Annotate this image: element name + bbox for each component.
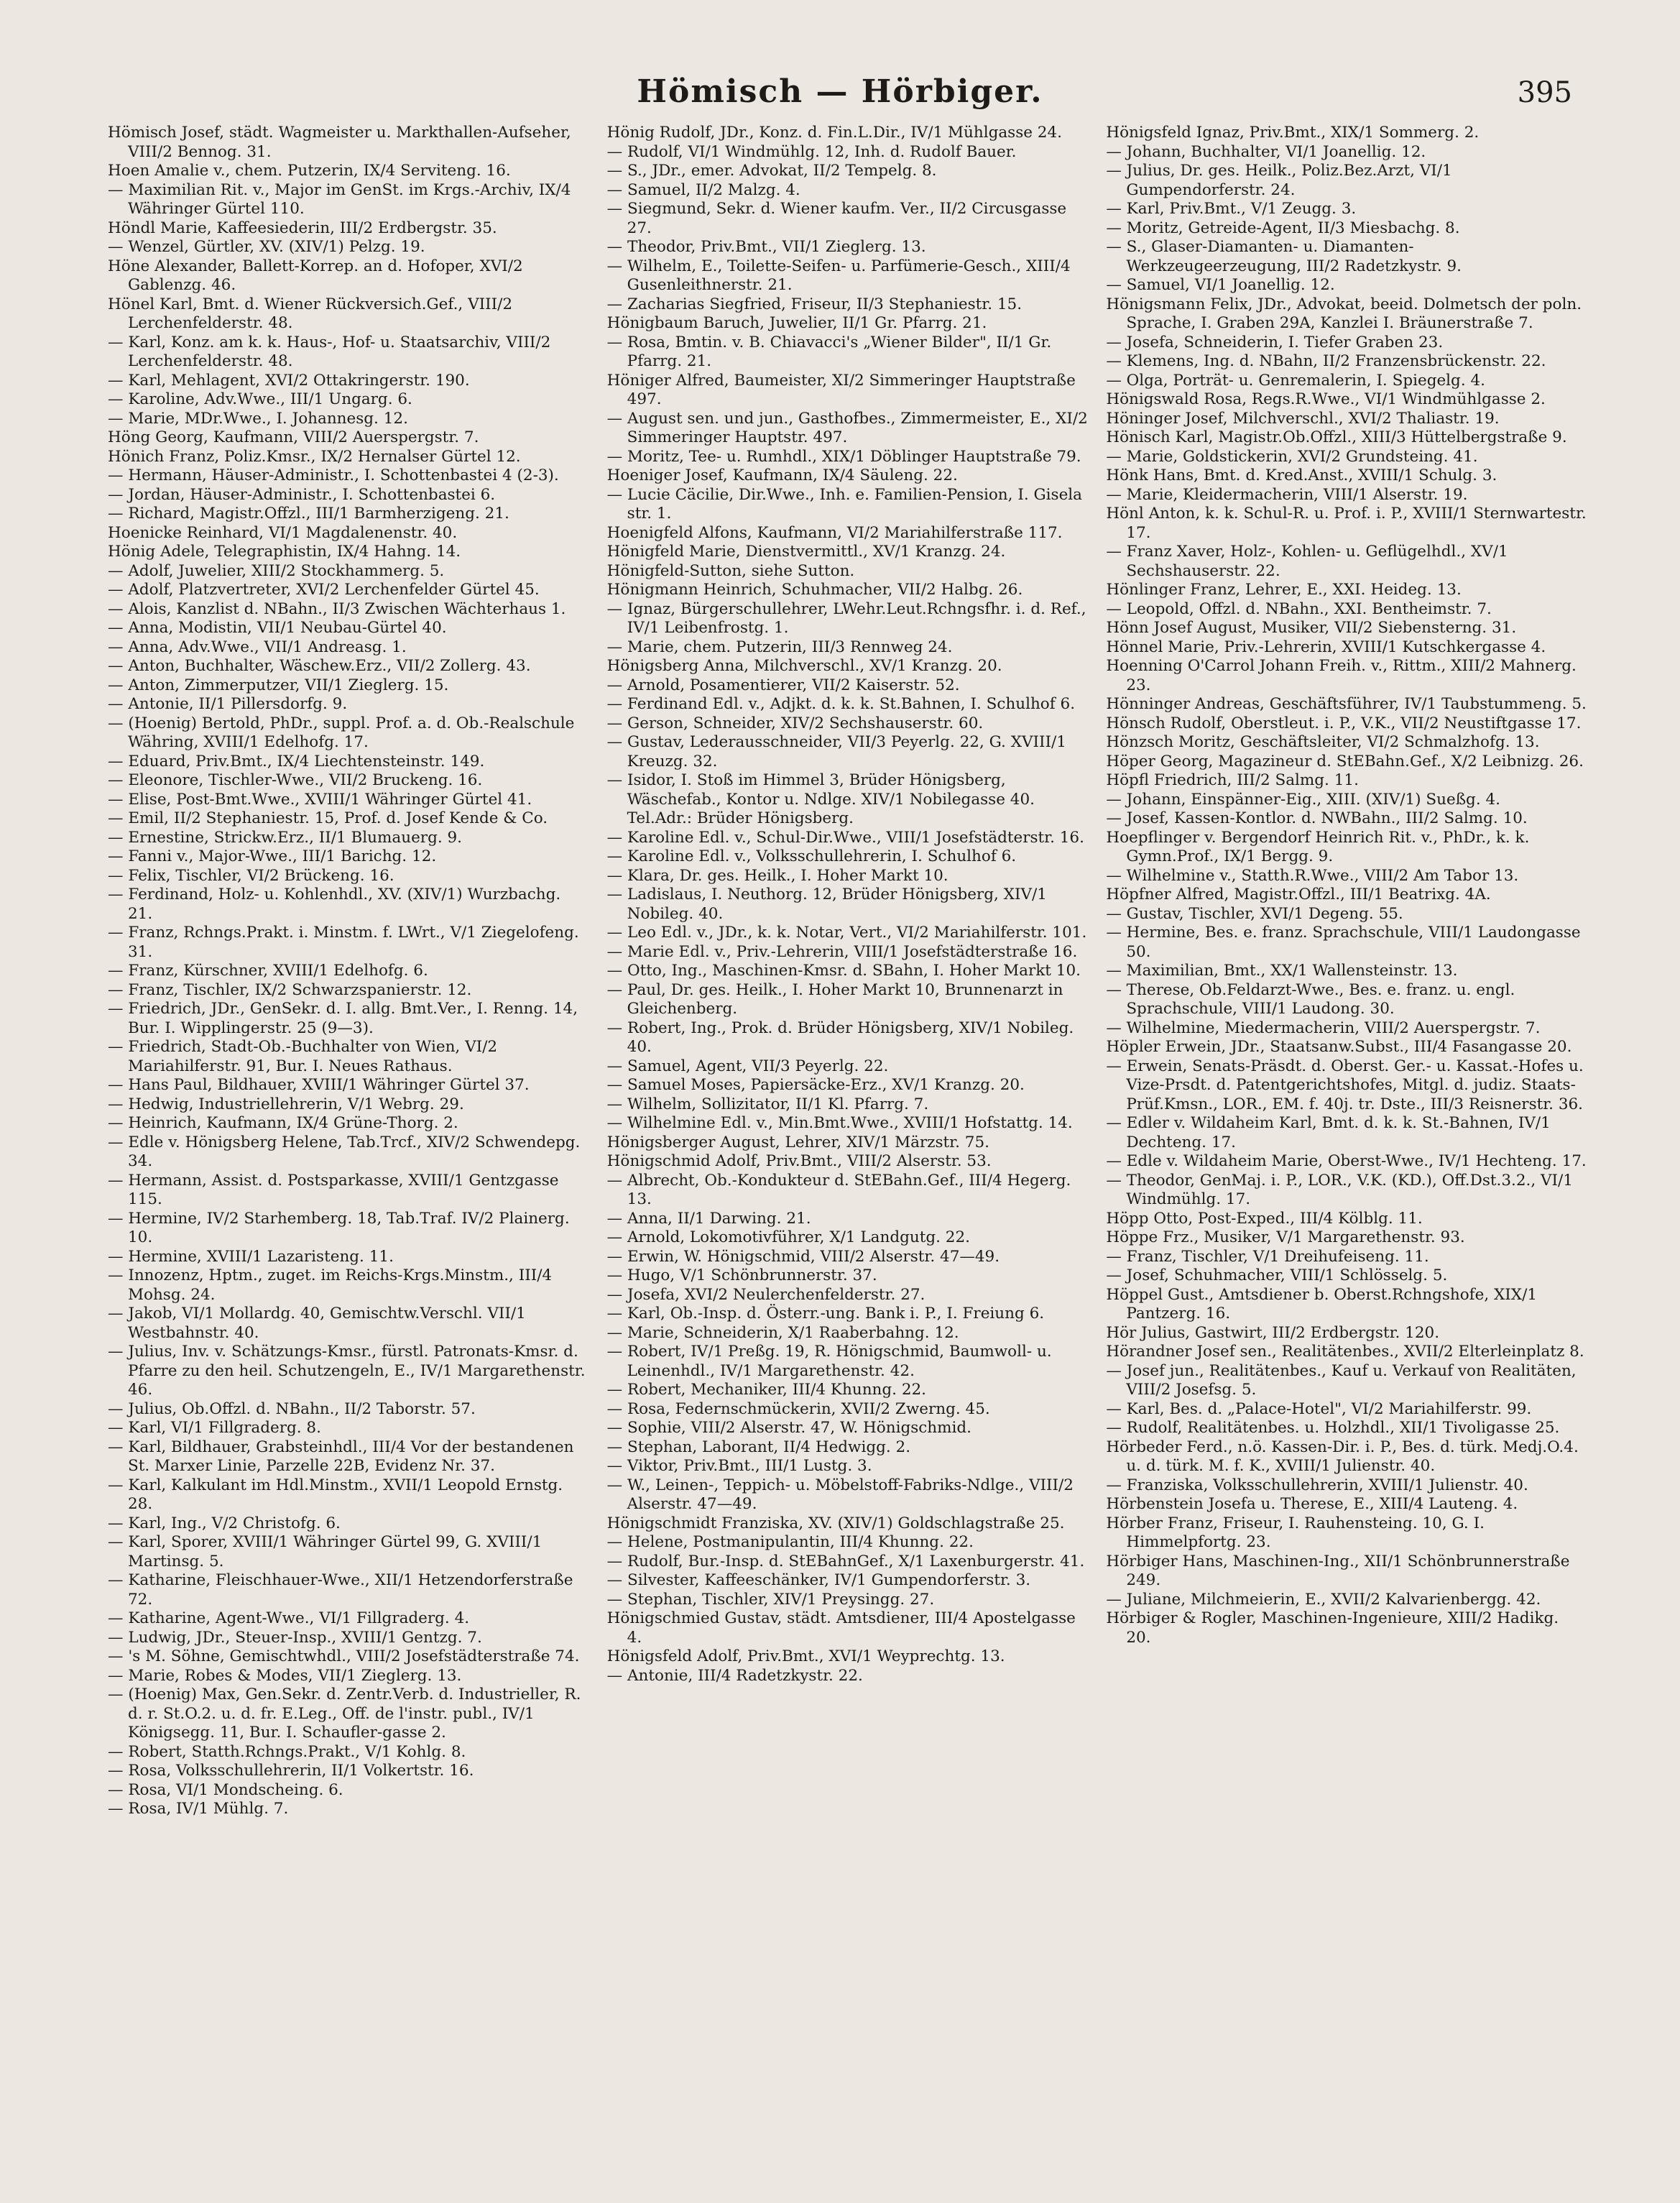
directory-entry: — Leo Edl. v., JDr., k. k. Notar, Vert., VI/2 Mariahilferstr. 101. — [606, 924, 1087, 942]
directory-entry: — Ernestine, Strickw.Erz., II/1 Blumauerg. 9. — [108, 828, 463, 847]
directory-entry: — Olga, Porträt- u. Genremalerin, I. Spiegelg. 4. — [1106, 371, 1486, 390]
directory-entry: — Klara, Dr. ges. Heilk., I. Hoher Markt 10. — [606, 866, 949, 885]
directory-entry: Hönel Karl, Bmt. d. Wiener Rückversich.Gef., VIII/2 Lerchenfelderstr. 48. — [108, 295, 513, 332]
directory-entry: — Hugo, V/1 Schönbrunnerstr. 37. — [606, 1266, 877, 1284]
directory-entry: — Stephan, Tischler, XIV/1 Preysingg. 27. — [606, 1590, 935, 1609]
directory-entry: — Wilhelm, Sollizitator, II/1 Kl. Pfarrg. 7. — [606, 1095, 929, 1113]
directory-entry: — Karl, Priv.Bmt., V/1 Zeugg. 3. — [1106, 200, 1357, 218]
directory-entry: Höppe Frz., Musiker, V/1 Margarethenstr. 93. — [1106, 1228, 1465, 1246]
directory-entry: — Wilhelm, E., Toilette-Seifen- u. Parfümerie-Gesch., XIII/4 Gusenleithnerstr. 21. — [606, 257, 1071, 294]
directory-entry: — Gerson, Schneider, XIV/2 Sechshauserstr. 60. — [606, 714, 984, 732]
directory-entry: — Isidor, I. Stoß im Himmel 3, Brüder Hönigsberg, Wäschefab., Kontor u. Ndlge. XIV/1 Nobilegasse 40. Tel.Adr.: Brüder Hönigsberg. — [606, 771, 1035, 827]
directory-entry: — Karoline Edl. v., Schul-Dir.Wwe., VIII/1 Josefstädterstr. 16. — [606, 828, 1084, 847]
directory-entry: — Rosa, Bmtin. v. B. Chiavacci's „Wiener Bilder", II/1 Gr. Pfarrg. 21. — [606, 333, 1052, 370]
directory-entry: — Rudolf, Bur.-Insp. d. StEBahnGef., X/1 Laxenburgerstr. 41. — [606, 1552, 1085, 1570]
column-middle — [607, 124, 1089, 2165]
page-header — [0, 69, 1680, 127]
column-left — [108, 124, 590, 2165]
directory-entry: — Katharine, Fleischhauer-Wwe., XII/1 Hetzendorferstraße 72. — [108, 1571, 573, 1609]
directory-entry: Höpler Erwein, JDr., Staatsanw.Subst., III/4 Fasangasse 20. — [1106, 1038, 1572, 1056]
directory-entry: Höper Georg, Magazineur d. StEBahn.Gef., X/2 Leibnizg. 26. — [1106, 752, 1584, 771]
directory-entry: — Julius, Inv. v. Schätzungs-Kmsr., fürstl. Patronats-Kmsr. d. Pfarre zu den heil. Schutzengeln, E., IV/1 Margarethenstr. 46. — [108, 1343, 586, 1399]
directory-entry: — Anna, Adv.Wwe., VII/1 Andreasg. 1. — [108, 638, 407, 656]
directory-entry: — Hermine, IV/2 Starhemberg. 18, Tab.Traf. IV/2 Plainerg. 10. — [108, 1209, 570, 1246]
directory-entry: — S., Glaser-Diamanten- u. Diamanten-Werkzeugeerzeugung, III/2 Radetzkystr. 9. — [1106, 238, 1462, 275]
directory-entry: — Siegmund, Sekr. d. Wiener kaufm. Ver., II/2 Circusgasse 27. — [606, 200, 1067, 237]
directory-entry: — Johann, Buchhalter, VI/1 Joanellig. 12. — [1106, 142, 1426, 161]
directory-entry: — Karl, Ob.-Insp. d. Österr.-ung. Bank i. P., I. Freiung 6. — [606, 1305, 1045, 1323]
directory-entry: Hönzsch Moritz, Geschäftsleiter, VI/2 Schmalzhofg. 13. — [1106, 733, 1540, 751]
directory-entry: — Franz, Kürschner, XVIII/1 Edelhofg. 6. — [108, 962, 428, 980]
directory-entry: — Friedrich, JDr., GenSekr. d. I. allg. Bmt.Ver., I. Renng. 14, Bur. I. Wipplingerstr. 25 (9—3). — [108, 1000, 578, 1037]
directory-entry: — Ferdinand Edl. v., Adjkt. d. k. k. St.Bahnen, I. Schulhof 6. — [606, 695, 1076, 713]
directory-entry: — Emil, II/2 Stephaniestr. 15, Prof. d. Josef Kende & Co. — [108, 809, 548, 827]
directory-entry: — Samuel, Agent, VII/3 Peyerlg. 22. — [606, 1057, 889, 1075]
directory-entry: — (Hoenig) Bertold, PhDr., suppl. Prof. a. d. Ob.-Realschule Währing, XVIII/1 Edelhofg. 17. — [108, 714, 575, 751]
directory-entry: — Robert, Ing., Prok. d. Brüder Hönigsberg, XIV/1 Nobileg. 40. — [606, 1018, 1074, 1056]
directory-entry: — 's M. Söhne, Gemischtwhdl., VIII/2 Josefstädterstraße 74. — [108, 1647, 580, 1665]
directory-entry: — Franziska, Volksschullehrerin, XVIII/1 Julienstr. 40. — [1106, 1476, 1528, 1494]
directory-entry: — W., Leinen-, Teppich- u. Möbelstoff-Fabriks-Ndlge., VIII/2 Alserstr. 47—49. — [606, 1476, 1074, 1513]
directory-entry: Hönigbaum Baruch, Juwelier, II/1 Gr. Pfarrg. 21. — [606, 314, 987, 332]
directory-entry: — Julius, Ob.Offzl. d. NBahn., II/2 Taborstr. 57. — [108, 1399, 476, 1418]
directory-entry: — Lucie Cäcilie, Dir.Wwe., Inh. e. Familien-Pension, I. Gisela str. 1. — [606, 485, 1082, 523]
directory-entry: — Klemens, Ing. d. NBahn, II/2 Franzensbrückenstr. 22. — [1106, 352, 1546, 370]
directory-entry: — Marie, Kleidermacherin, VIII/1 Alserstr. 19. — [1106, 485, 1468, 504]
directory-entry: — Richard, Magistr.Offzl., III/1 Barmherzigeng. 21. — [108, 505, 509, 523]
directory-entry: — Hermann, Häuser-Administr., I. Schottenbastei 4 (2-3). — [108, 466, 559, 484]
directory-entry: — Ferdinand, Holz- u. Kohlenhdl., XV. (XIV/1) Wurzbachg. 21. — [108, 886, 561, 923]
directory-entry: — Samuel Moses, Papiersäcke-Erz., XV/1 Kranzg. 20. — [606, 1076, 1025, 1094]
directory-entry: Hoeniger Josef, Kaufmann, IX/4 Säuleng. 22. — [606, 466, 958, 484]
directory-entry: — Paul, Dr. ges. Heilk., I. Hoher Markt 10, Brunnenarzt in Gleichenberg. — [606, 980, 1063, 1018]
directory-entry: — Rosa, Volksschullehrerin, II/1 Volkertstr. 16. — [108, 1762, 474, 1780]
directory-entry: Hörbenstein Josefa u. Therese, E., XIII/4 Lauteng. 4. — [1106, 1495, 1518, 1513]
directory-entry: Hönk Hans, Bmt. d. Kred.Anst., XVIII/1 Schulg. 3. — [1106, 466, 1497, 484]
directory-entry: Hoepflinger v. Bergendorf Heinrich Rit. v., PhDr., k. k. Gymn.Prof., IX/1 Bergg. 9. — [1106, 828, 1530, 865]
directory-entry: — Stephan, Laborant, II/4 Hedwigg. 2. — [606, 1438, 911, 1456]
page-number: 395 — [1517, 76, 1572, 109]
directory-entry: — Zacharias Siegfried, Friseur, II/3 Stephaniestr. 15. — [606, 295, 1023, 313]
directory-entry: — Wilhelmine, Miedermacherin, VIII/2 Auerspergstr. 7. — [1106, 1018, 1541, 1037]
directory-entry: Hönig Adele, Telegraphistin, IX/4 Hahng. 14. — [108, 543, 461, 561]
directory-entry: — Karoline Edl. v., Volksschullehrerin, I. Schulhof 6. — [606, 847, 1017, 865]
directory-entry: — Karl, Konz. am k. k. Haus-, Hof- u. Staatsarchiv, VIII/2 Lerchenfelderstr. 48. — [108, 333, 551, 370]
directory-entry: — Wenzel, Gürtler, XV. (XIV/1) Pelzg. 19. — [108, 238, 425, 256]
directory-entry: — Moritz, Tee- u. Rumhdl., XIX/1 Döblinger Hauptstraße 79. — [606, 447, 1081, 466]
page-title: Hömisch — Hörbiger. — [637, 73, 1043, 110]
directory-entry: — Marie, Robes & Modes, VII/1 Zieglerg. 13. — [108, 1666, 462, 1685]
directory-entry: — Eduard, Priv.Bmt., IX/4 Liechtensteinstr. 149. — [108, 752, 485, 771]
directory-entry: — (Hoenig) Max, Gen.Sekr. d. Zentr.Verb. d. Industrieller, R. d. r. St.O.2. u. d. fr. E.Leg., Off. de l'instr. publ., IV/1 Königsegg. 11, Bur. I. Schaufler-gasse 2. — [108, 1685, 581, 1742]
directory-entry: — Maximilian Rit. v., Major im GenSt. im Krgs.-Archiv, IX/4 Währinger Gürtel 110. — [108, 180, 571, 218]
directory-entry: — Karl, Bildhauer, Grabsteinhdl., III/4 Vor der bestandenen St. Marxer Linie, Parzelle 22B, Evidenz Nr. 37. — [108, 1438, 574, 1475]
directory-entry: — Maximilian, Bmt., XX/1 Wallensteinstr. 13. — [1106, 962, 1458, 980]
directory-entry: — Edle v. Hönigsberg Helene, Tab.Trcf., XIV/2 Schwendерg. 34. — [108, 1133, 581, 1170]
directory-entry: — Gustav, Tischler, XVI/1 Degeng. 55. — [1106, 904, 1403, 923]
directory-entry: — Rudolf, VI/1 Windmühlg. 12, Inh. d. Rudolf Bauer. — [606, 142, 1017, 161]
directory-entry: Hönn Josef August, Musiker, VII/2 Siebensterng. 31. — [1106, 619, 1517, 637]
directory-entry: — Erwein, Senats-Präsdt. d. Oberst. Ger.- u. Kassat.-Hofes u. Vize-Prsdt. d. Patentgerichtshofes, Mitgl. d. judiz. Staats-Prüf.Kmsn., LOR., EM. f. 40j. tr. Dste., III/3 Reisnerstr. 36. — [1106, 1057, 1584, 1113]
directory-entry: — Robert, IV/1 Preßg. 19, R. Hönigschmid, Baumwoll- u. Leinenhdl., IV/1 Margarethenstr. 42. — [606, 1343, 1052, 1380]
directory-entry: — Sophie, VIII/2 Alserstr. 47, W. Hönigschmid. — [606, 1419, 971, 1437]
directory-entry: — Franz, Rchngs.Prakt. i. Minstm. f. LWrt., V/1 Ziegelofeng. 31. — [108, 924, 579, 961]
directory-entry: Hönich Franz, Poliz.Kmsr., IX/2 Hernalser Gürtel 12. — [108, 447, 521, 466]
directory-entry: Hönlinger Franz, Lehrer, E., XXI. Heideg. 13. — [1106, 581, 1462, 599]
directory-entry: Hoenigfeld Alfons, Kaufmann, VI/2 Mariahilferstraße 117. — [606, 523, 1063, 542]
directory-entry: Höpp Otto, Post-Exped., III/4 Kölblg. 11. — [1106, 1209, 1423, 1228]
directory-entry: — Arnold, Posamentierer, VII/2 Kaiserstr. 52. — [606, 676, 960, 694]
directory-entry: — Jakob, VI/1 Mollardg. 40, Gemischtw.Verschl. VII/1 Westbahnstr. 40. — [108, 1305, 526, 1342]
column-right — [1106, 124, 1588, 2165]
directory-entry: — Helene, Postmanipulantin, III/4 Khunng. 22. — [606, 1533, 974, 1551]
directory-entry: Hönigschmid Adolf, Priv.Bmt., VIII/2 Alserstr. 53. — [606, 1152, 992, 1170]
directory-entry: Hönninger Andreas, Geschäftsführer, IV/1 Taubstummeng. 5. — [1106, 695, 1587, 713]
directory-entry: — Samuel, VI/1 Joanellig. 12. — [1106, 276, 1335, 294]
directory-entry: — Wilhelmine v., Statth.R.Wwe., VIII/2 Am Tabor 13. — [1106, 866, 1519, 885]
directory-entry: — Rosa, IV/1 Mühlg. 7. — [108, 1800, 289, 1818]
directory-entry: Hönigschmied Gustav, städt. Amtsdiener, III/4 Apostelgasse 4. — [606, 1609, 1076, 1647]
directory-entry: — Marie, MDr.Wwe., I. Johannesg. 12. — [108, 409, 408, 428]
directory-entry: — Innozenz, Hptm., zuget. im Reichs-Krgs.Minstm., III/4 Mohsg. 24. — [108, 1266, 553, 1304]
directory-entry: — Hermine, Bes. e. franz. Sprachschule, VIII/1 Laudongasse 50. — [1106, 924, 1581, 961]
directory-entry: — Viktor, Priv.Bmt., III/1 Lustg. 3. — [606, 1457, 872, 1475]
directory-entry: — Friedrich, Stadt-Ob.-Buchhalter von Wien, VI/2 Mariahilferstr. 91, Bur. I. Neues Rathaus. — [108, 1038, 498, 1075]
directory-entry: — Karl, Sporer, XVIII/1 Währinger Gürtel 99, G. XVIII/1 Martinsg. 5. — [108, 1533, 543, 1570]
directory-entry: — Josef, Schuhmacher, VIII/1 Schlösselg. 5. — [1106, 1266, 1448, 1284]
directory-entry: — Gustav, Lederausschneider, VII/3 Peyerlg. 22, G. XVIII/1 Kreuzg. 32. — [606, 733, 1066, 771]
directory-entry: — Juliane, Milchmeierin, E., XVII/2 Kalvarienbergg. 42. — [1106, 1590, 1541, 1609]
directory-entry: Hörber Franz, Friseur, I. Rauhensteing. 10, G. I. Himmelpfortg. 23. — [1106, 1514, 1485, 1551]
directory-entry: — Leopold, Offzl. d. NBahn., XXI. Bentheimstr. 7. — [1106, 599, 1492, 618]
directory-entry: — Theodor, Priv.Bmt., VII/1 Zieglerg. 13. — [606, 238, 926, 256]
directory-entry: Hönnel Marie, Priv.-Lehrerin, XVIII/1 Kutschkergasse 4. — [1106, 638, 1546, 656]
directory-entry: — Arnold, Lokomotivführer, X/1 Landgutg. 22. — [606, 1228, 970, 1246]
directory-entry: — Antonie, III/4 Radetzkystr. 22. — [606, 1666, 863, 1685]
directory-entry: — Hedwig, Industriellehrerin, V/1 Webrg. 29. — [108, 1095, 464, 1113]
directory-entry: Hörbiger & Rogler, Maschinen-Ingenieure, XIII/2 Hadikg. 20. — [1106, 1609, 1559, 1647]
directory-entry: — Samuel, II/2 Malzg. 4. — [606, 180, 800, 199]
directory-entry: Hoenning O'Carrol Johann Freih. v., Rittm., XIII/2 Mahnerg. 23. — [1106, 657, 1577, 694]
directory-entry: — Karl, VI/1 Fillgraderg. 8. — [108, 1419, 321, 1437]
directory-entry: — Karl, Mehlagent, XVI/2 Ottakringerstr. 190. — [108, 371, 470, 390]
directory-entry: — Ludwig, JDr., Steuer-Insp., XVIII/1 Gentzg. 7. — [108, 1628, 482, 1647]
directory-entry: — Anton, Zimmerputzer, VII/1 Zieglerg. 15. — [108, 676, 449, 694]
directory-entry: — Edle v. Wildaheim Marie, Oberst-Wwe., IV/1 Hechteng. 17. — [1106, 1152, 1587, 1170]
directory-entry: — Marie, Goldstickerin, XVI/2 Grundsteing. 41. — [1106, 447, 1478, 466]
directory-entry: — Therese, Ob.Feldarzt-Wwe., Bes. e. franz. u. engl. Sprachschule, VIII/1 Laudong. 30. — [1106, 980, 1515, 1018]
directory-entry: — Anna, II/1 Darwing. 21. — [606, 1209, 811, 1228]
directory-columns — [108, 124, 1588, 2165]
directory-entry: — Marie, chem. Putzerin, III/3 Rennweg 24. — [606, 638, 953, 656]
directory-entry: — Heinrich, Kaufmann, IX/4 Grüne-Thorg. 2. — [108, 1114, 458, 1132]
directory-entry: Hönigswald Rosa, Regs.R.Wwe., VI/1 Windmühlgasse 2. — [1106, 390, 1546, 408]
directory-entry: — Fanni v., Major-Wwe., III/1 Barichg. 12. — [108, 847, 437, 865]
directory-entry: — Jordan, Häuser-Administr., I. Schottenbastei 6. — [108, 485, 496, 504]
directory-entry: Höninger Josef, Milchverschl., XVI/2 Thaliastr. 19. — [1106, 409, 1500, 428]
directory-entry: — Rudolf, Realitätenbes. u. Holzhdl., XII/1 Tivoligasse 25. — [1106, 1419, 1560, 1437]
directory-entry: — Ignaz, Bürgerschullehrer, LWehr.Leut.Rchngsfhr. i. d. Ref., IV/1 Leibenfrostg. 1. — [606, 599, 1086, 637]
directory-entry: Hörandner Josef sen., Realitätenbes., XVII/2 Elterleinplatz 8. — [1106, 1343, 1584, 1361]
directory-entry: Hönigsfeld Ignaz, Priv.Bmt., XIX/1 Sommerg. 2. — [1106, 124, 1480, 142]
directory-entry: Hönigschmidt Franziska, XV. (XIV/1) Goldschlagstraße 25. — [606, 1514, 1065, 1532]
directory-entry: — Karl, Bes. d. „Palace-Hotel", VI/2 Mariahilferstr. 99. — [1106, 1399, 1532, 1418]
directory-entry: — Karl, Kalkulant im Hdl.Minstm., XVII/1 Leopold Ernstg. 28. — [108, 1476, 563, 1513]
directory-entry: — Marie Edl. v., Priv.-Lehrerin, VIII/1 Josefstädterstraße 16. — [606, 942, 1078, 961]
directory-entry: Hönigfeld-Sutton, siehe Sutton. — [606, 561, 855, 580]
directory-entry: — Wilhelmine Edl. v., Min.Bmt.Wwe., XVIII/1 Hofstattg. 14. — [606, 1114, 1073, 1132]
directory-entry: — Adolf, Platzvertreter, XVI/2 Lerchenfelder Gürtel 45. — [108, 581, 540, 599]
directory-entry: — Franz, Tischler, V/1 Dreihufeiseng. 11. — [1106, 1247, 1429, 1266]
directory-entry: — Josef, Kassen-Kontlor. d. NWBahn., III/2 Salmg. 10. — [1106, 809, 1528, 827]
directory-entry: — Antonie, II/1 Pillersdorfg. 9. — [108, 695, 348, 713]
directory-entry: Hoenicke Reinhard, VI/1 Magdalenenstr. 40. — [108, 523, 458, 542]
directory-entry: — Felix, Tischler, VI/2 Brückeng. 16. — [108, 866, 394, 885]
directory-entry: — August sen. und jun., Gasthofbes., Zimmermeister, E., XI/2 Simmeringer Hauptstr. 497. — [606, 409, 1088, 446]
directory-entry: Hönl Anton, k. k. Schul-R. u. Prof. i. P., XVIII/1 Sternwartestr. 17. — [1106, 505, 1587, 542]
directory-entry: — Ladislaus, I. Neuthorg. 12, Brüder Hönigsberg, XIV/1 Nobileg. 40. — [606, 886, 1047, 923]
directory-entry: — Theodor, GenMaj. i. P., LOR., V.K. (KD.), Off.Dst.3.2., VI/1 Windmühlg. 17. — [1106, 1171, 1573, 1208]
directory-entry: — Otto, Ing., Maschinen-Kmsr. d. SBahn, I. Hoher Markt 10. — [606, 962, 1081, 980]
directory-entry: Höndl Marie, Kaffeesiederin, III/2 Erdbergstr. 35. — [108, 219, 497, 237]
directory-entry: — Robert, Statth.Rchngs.Prakt., V/1 Kohlg. 8. — [108, 1742, 466, 1761]
directory-entry: — Hermann, Assist. d. Postsparkasse, XVIII/1 Gentzgasse 115. — [108, 1171, 559, 1208]
directory-entry: — Rosa, Federnschmückerin, XVII/2 Zwerng. 45. — [606, 1399, 990, 1418]
directory-entry: Höppel Gust., Amtsdiener b. Oberst.Rchngshofe, XIX/1 Pantzerg. 16. — [1106, 1285, 1538, 1323]
directory-entry: Hönisch Karl, Magistr.Ob.Offzl., XIII/3 Hüttelbergstraße 9. — [1106, 428, 1567, 446]
directory-entry: Hönigsberger August, Lehrer, XIV/1 Märzstr. 75. — [606, 1133, 989, 1151]
directory-entry: — Karl, Ing., V/2 Christofg. 6. — [108, 1514, 341, 1532]
directory-entry: — Hermine, XVIII/1 Lazaristeng. 11. — [108, 1247, 394, 1266]
directory-entry: Höng Georg, Kaufmann, VIII/2 Auerspergstr. 7. — [108, 428, 479, 446]
directory-entry: — Josef jun., Realitätenbes., Kauf u. Verkauf von Realitäten, VIII/2 Josefsg. 5. — [1106, 1361, 1577, 1399]
directory-entry: Hörbiger Hans, Maschinen-Ing., XII/1 Schönbrunnerstraße 249. — [1106, 1552, 1570, 1589]
directory-entry: — Robert, Mechaniker, III/4 Khunng. 22. — [606, 1381, 927, 1399]
directory-entry: — Erwin, W. Hönigschmid, VIII/2 Alserstr. 47—49. — [606, 1247, 1000, 1266]
directory-entry: Hönigsfeld Adolf, Priv.Bmt., XVI/1 Weyprechtg. 13. — [606, 1647, 1005, 1665]
directory-entry: — Anna, Modistin, VII/1 Neubau-Gürtel 40. — [108, 619, 447, 637]
directory-entry: — Josefa, XVI/2 Neulerchenfelderstr. 27. — [606, 1285, 926, 1304]
directory-entry: — Franz Xaver, Holz-, Kohlen- u. Geflügelhdl., XV/1 Sechshauserstr. 22. — [1106, 543, 1508, 580]
directory-entry: — Alois, Kanzlist d. NBahn., II/3 Zwischen Wächterhaus 1. — [108, 599, 566, 618]
directory-entry: Hoen Amalie v., chem. Putzerin, IX/4 Serviteng. 16. — [108, 162, 511, 180]
directory-entry: Hönigfeld Marie, Dienstvermittl., XV/1 Kranzg. 24. — [606, 543, 1006, 561]
directory-entry: — Rosa, VI/1 Mondscheing. 6. — [108, 1780, 343, 1799]
directory-entry: — Hans Paul, Bildhauer, XVIII/1 Währinger Gürtel 37. — [108, 1076, 530, 1094]
directory-entry: Höpfl Friedrich, III/2 Salmg. 11. — [1106, 771, 1359, 789]
directory-entry: — Silvester, Kaffeeschänker, IV/1 Gumpendorferstr. 3. — [606, 1571, 1031, 1589]
directory-entry: — Adolf, Juwelier, XIII/2 Stockhammerg. 5. — [108, 561, 445, 580]
directory-entry: — Katharine, Agent-Wwe., VI/1 Fillgraderg. 4. — [108, 1609, 470, 1627]
directory-entry: — Moritz, Getreide-Agent, II/3 Miesbachg. 8. — [1106, 219, 1460, 237]
directory-entry: — Eleonore, Tischler-Wwe., VII/2 Bruckeng. 16. — [108, 771, 483, 789]
directory-entry: Höniger Alfred, Baumeister, XI/2 Simmeringer Hauptstraße 497. — [606, 371, 1076, 408]
directory-entry: — Karoline, Adv.Wwe., III/1 Ungarg. 6. — [108, 390, 412, 408]
directory-entry: — Johann, Einspänner-Eig., XIII. (XIV/1) Sueßg. 4. — [1106, 790, 1500, 809]
directory-entry: — Elise, Post-Bmt.Wwe., XVIII/1 Währinger Gürtel 41. — [108, 790, 532, 809]
directory-entry: — Albrecht, Ob.-Kondukteur d. StEBahn.Gef., III/4 Hegerg. 13. — [606, 1171, 1071, 1208]
directory-entry: — Marie, Schneiderin, X/1 Raaberbahng. 12. — [606, 1323, 959, 1342]
directory-entry: — Julius, Dr. ges. Heilk., Poliz.Bez.Arzt, VI/1 Gumpendorferstr. 24. — [1106, 162, 1452, 199]
directory-entry: Hönigsmann Felix, JDr., Advokat, beeid. Dolmetsch der poln. Sprache, I. Graben 29A, Kanzlei I. Bräunerstraße 7. — [1106, 295, 1582, 332]
directory-entry: Höne Alexander, Ballett-Korrep. an d. Hofoper, XVI/2 Gablenzg. 46. — [108, 257, 523, 294]
directory-entry: — S., JDr., emer. Advokat, II/2 Tempelg. 8. — [606, 162, 937, 180]
directory-entry: — Edler v. Wildaheim Karl, Bmt. d. k. k. St.-Bahnen, IV/1 Dechteng. 17. — [1106, 1114, 1551, 1151]
directory-entry: Hönigsberg Anna, Milchverschl., XV/1 Kranzg. 20. — [606, 657, 1002, 675]
directory-entry: Hönigmann Heinrich, Schuhmacher, VII/2 Halbg. 26. — [606, 581, 1023, 599]
directory-entry: Hönsch Rudolf, Oberstleut. i. P., V.K., VII/2 Neustiftgasse 17. — [1106, 714, 1582, 732]
directory-entry: Hönig Rudolf, JDr., Konz. d. Fin.L.Dir., IV/1 Mühlgasse 24. — [606, 124, 1063, 142]
directory-entry: Hör Julius, Gastwirt, III/2 Erdbergstr. 120. — [1106, 1323, 1440, 1342]
directory-entry: — Franz, Tischler, IX/2 Schwarzspanierstr. 12. — [108, 980, 472, 999]
directory-entry: Hömisch Josef, städt. Wagmeister u. Markthallen-Aufseher, VIII/2 Bennog. 31. — [108, 124, 571, 161]
directory-entry: Hörbeder Ferd., n.ö. Kassen-Dir. i. P., Bes. d. türk. Medj.O.4. u. d. türk. M. f. K., XVIII/1 Julienstr. 40. — [1106, 1438, 1579, 1475]
directory-entry: — Anton, Buchhalter, Wäschew.Erz., VII/2 Zollerg. 43. — [108, 657, 531, 675]
directory-entry: Höpfner Alfred, Magistr.Offzl., III/1 Beatrixg. 4A. — [1106, 886, 1491, 903]
directory-entry: — Josefa, Schneiderin, I. Tiefer Graben 23. — [1106, 333, 1444, 351]
